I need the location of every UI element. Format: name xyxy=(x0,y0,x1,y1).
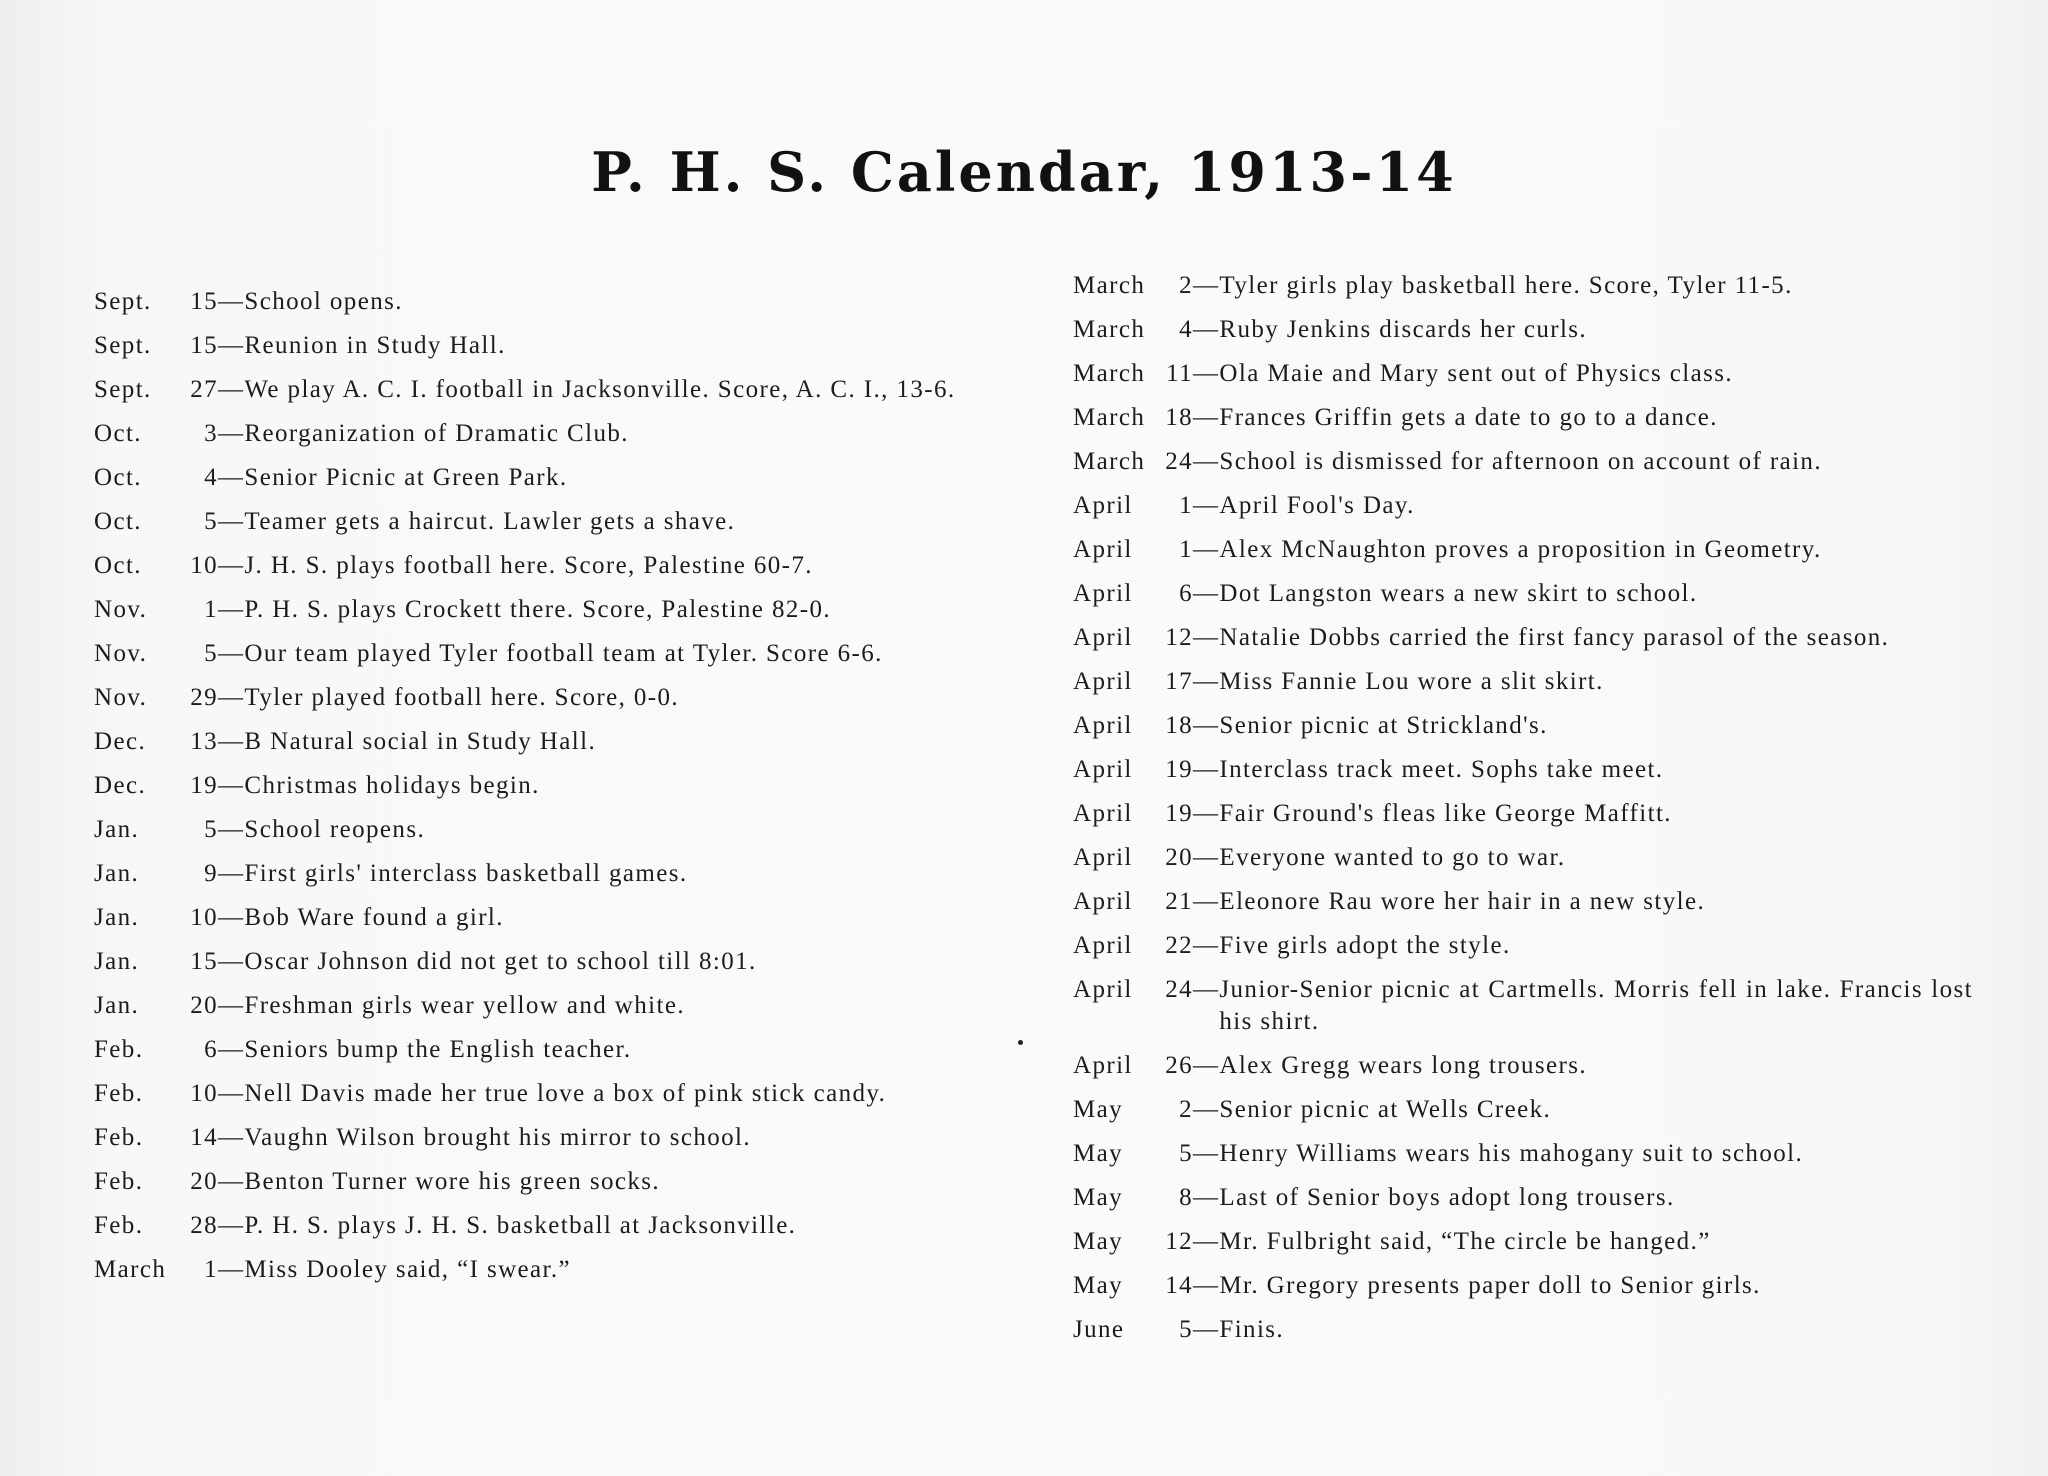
calendar-entry xyxy=(1073,886,1973,918)
em-dash: — xyxy=(1193,1228,1220,1255)
entry-month: March xyxy=(1073,360,1146,387)
entry-text: Henry Williams wears his mahogany suit to school. xyxy=(1219,1140,1804,1167)
em-dash: — xyxy=(1193,1052,1220,1079)
em-dash: — xyxy=(218,1124,245,1151)
entry-day: 5 xyxy=(204,816,218,843)
entry-day: 21 xyxy=(1165,888,1193,915)
entry-month: June xyxy=(1073,1316,1125,1343)
calendar-entry xyxy=(1073,1094,1973,1126)
entry-day: 24 xyxy=(1165,976,1193,1003)
em-dash: — xyxy=(218,640,245,667)
entry-month: Jan. xyxy=(94,816,140,843)
entry-text: Reorganization of Dramatic Club. xyxy=(244,420,629,447)
entry-day: 24 xyxy=(1165,448,1193,475)
em-dash: — xyxy=(1193,1316,1220,1343)
entry-month: April xyxy=(1073,1052,1133,1079)
entry-text: Frances Griffin gets a date to go to a dance. xyxy=(1219,404,1718,431)
calendar-entry xyxy=(94,1254,974,1286)
entry-month: April xyxy=(1073,756,1133,783)
entry-month: April xyxy=(1073,800,1133,827)
entry-day: 1 xyxy=(1179,492,1193,519)
entry-text: Nell Davis made her true love a box of pink stick candy. xyxy=(244,1080,887,1107)
entry-day: 14 xyxy=(190,1124,218,1151)
calendar-entry xyxy=(1073,314,1973,346)
entry-text: Eleonore Rau wore her hair in a new style. xyxy=(1219,888,1706,915)
em-dash: — xyxy=(218,860,245,887)
calendar-entry xyxy=(1073,710,1973,742)
entry-month: April xyxy=(1073,712,1133,739)
entry-month: Nov. xyxy=(94,684,148,711)
em-dash: — xyxy=(1193,756,1220,783)
entry-text: J. H. S. plays football here. Score, Palestine 60-7. xyxy=(244,552,813,579)
em-dash: — xyxy=(218,728,245,755)
calendar-entry xyxy=(1073,578,1973,610)
entry-body xyxy=(1193,1094,1973,1126)
calendar-entry xyxy=(94,418,974,450)
entry-body xyxy=(1193,1182,1973,1214)
entry-body xyxy=(1193,270,1973,302)
calendar-entry xyxy=(1073,358,1973,390)
entry-text: Senior picnic at Wells Creek. xyxy=(1219,1096,1552,1123)
entry-body xyxy=(218,374,974,406)
entry-month: Oct. xyxy=(94,420,142,447)
entry-body xyxy=(1193,930,1973,962)
entry-text: Oscar Johnson did not get to school till 8:01. xyxy=(244,948,757,975)
em-dash: — xyxy=(1193,668,1220,695)
entry-body xyxy=(1193,754,1973,786)
em-dash: — xyxy=(1193,536,1220,563)
entry-day: 5 xyxy=(1179,1140,1193,1167)
entry-day: 2 xyxy=(1179,1096,1193,1123)
em-dash: — xyxy=(1193,624,1220,651)
entry-day: 27 xyxy=(190,376,218,403)
entry-body xyxy=(218,330,974,362)
entry-day: 8 xyxy=(1179,1184,1193,1211)
em-dash: — xyxy=(1193,492,1220,519)
calendar-entry xyxy=(94,814,974,846)
entry-text: Teamer gets a haircut. Lawler gets a shave. xyxy=(244,508,736,535)
entry-day: 1 xyxy=(204,1256,218,1283)
em-dash: — xyxy=(218,772,245,799)
entry-body xyxy=(1193,534,1973,566)
entry-day: 26 xyxy=(1165,1052,1193,1079)
entry-text: School is dismissed for afternoon on account of rain. xyxy=(1219,448,1822,475)
entry-day: 17 xyxy=(1165,668,1193,695)
em-dash: — xyxy=(1193,1096,1220,1123)
entry-text: School reopens. xyxy=(244,816,426,843)
entry-month: Oct. xyxy=(94,464,142,491)
entry-month: Jan. xyxy=(94,992,140,1019)
entry-day: 12 xyxy=(1165,624,1193,651)
entry-day: 10 xyxy=(190,552,218,579)
calendar-entry xyxy=(94,770,974,802)
entry-text: Reunion in Study Hall. xyxy=(244,332,506,359)
em-dash: — xyxy=(1193,888,1220,915)
entry-text: April Fool's Day. xyxy=(1219,492,1415,519)
em-dash: — xyxy=(1193,932,1220,959)
calendar-entry xyxy=(94,726,974,758)
entry-text: Senior picnic at Strickland's. xyxy=(1219,712,1548,739)
calendar-entry xyxy=(94,330,974,362)
em-dash: — xyxy=(218,508,245,535)
entry-month: March xyxy=(1073,272,1146,299)
entry-month: April xyxy=(1073,536,1133,563)
entry-month: Sept. xyxy=(94,332,152,359)
entry-day: 15 xyxy=(190,288,218,315)
entry-body xyxy=(1193,1138,1973,1170)
entry-body xyxy=(218,286,974,318)
calendar-entry xyxy=(94,462,974,494)
calendar-column-left xyxy=(94,286,974,1298)
calendar-entry xyxy=(94,1122,974,1154)
em-dash: — xyxy=(218,288,245,315)
entry-day: 20 xyxy=(190,992,218,1019)
em-dash: — xyxy=(1193,844,1220,871)
em-dash: — xyxy=(218,1212,245,1239)
calendar-entry xyxy=(94,1166,974,1198)
entry-day: 19 xyxy=(1165,756,1193,783)
entry-month: Feb. xyxy=(94,1036,144,1063)
entry-month: April xyxy=(1073,888,1133,915)
calendar-entry xyxy=(94,286,974,318)
entry-month: Oct. xyxy=(94,552,142,579)
calendar-entry xyxy=(94,594,974,626)
calendar-entry xyxy=(1073,1050,1973,1082)
calendar-entry xyxy=(1073,666,1973,698)
entry-text: Christmas holidays begin. xyxy=(244,772,540,799)
calendar-entry xyxy=(94,946,974,978)
entry-day: 20 xyxy=(1165,844,1193,871)
entry-day: 22 xyxy=(1165,932,1193,959)
entry-day: 5 xyxy=(204,508,218,535)
entry-body xyxy=(218,1034,974,1066)
entry-text: Bob Ware found a girl. xyxy=(244,904,504,931)
calendar-entry xyxy=(1073,402,1973,434)
entry-month: Feb. xyxy=(94,1212,144,1239)
calendar-entry xyxy=(1073,1138,1973,1170)
entry-text: Natalie Dobbs carried the first fancy parasol of the season. xyxy=(1219,624,1890,651)
calendar-entry xyxy=(1073,842,1973,874)
em-dash: — xyxy=(218,684,245,711)
em-dash: — xyxy=(218,1168,245,1195)
em-dash: — xyxy=(1193,1140,1220,1167)
em-dash: — xyxy=(1193,712,1220,739)
entry-day: 10 xyxy=(190,1080,218,1107)
calendar-entry xyxy=(1073,1182,1973,1214)
entry-body xyxy=(218,990,974,1022)
entry-text: We play A. C. I. football in Jacksonville. Score, A. C. I., 13-6. xyxy=(244,376,956,403)
entry-text: Ola Maie and Mary sent out of Physics class. xyxy=(1219,360,1734,387)
entry-text: Vaughn Wilson brought his mirror to school. xyxy=(244,1124,752,1151)
entry-day: 12 xyxy=(1165,1228,1193,1255)
em-dash: — xyxy=(218,596,245,623)
entry-body xyxy=(218,1254,974,1286)
entry-month: Nov. xyxy=(94,640,148,667)
em-dash: — xyxy=(218,904,245,931)
entry-text: P. H. S. plays J. H. S. basketball at Jacksonville. xyxy=(244,1212,797,1239)
calendar-entry xyxy=(1073,1314,1973,1346)
entry-month: April xyxy=(1073,492,1133,519)
entry-day: 14 xyxy=(1165,1272,1193,1299)
entry-month: Dec. xyxy=(94,772,147,799)
entry-body xyxy=(1193,402,1973,434)
em-dash: — xyxy=(218,420,245,447)
entry-month: Jan. xyxy=(94,860,140,887)
entry-month: May xyxy=(1073,1184,1124,1211)
calendar-entry xyxy=(1073,1270,1973,1302)
entry-month: Dec. xyxy=(94,728,147,755)
entry-text: Miss Dooley said, “I swear.” xyxy=(244,1256,572,1283)
entry-text: Alex Gregg wears long trousers. xyxy=(1219,1052,1588,1079)
entry-body xyxy=(1193,798,1973,830)
em-dash: — xyxy=(1193,1272,1220,1299)
entry-body xyxy=(218,506,974,538)
entry-body xyxy=(218,682,974,714)
entry-text: Finis. xyxy=(1219,1316,1285,1343)
entry-day: 28 xyxy=(190,1212,218,1239)
entry-month: April xyxy=(1073,976,1133,1003)
entry-day: 6 xyxy=(1179,580,1193,607)
entry-month: March xyxy=(1073,448,1146,475)
calendar-entry xyxy=(1073,930,1973,962)
calendar-entry xyxy=(1073,754,1973,786)
entry-body xyxy=(1193,1270,1973,1302)
entry-month: May xyxy=(1073,1272,1124,1299)
entry-month: April xyxy=(1073,624,1133,651)
entry-month: March xyxy=(94,1256,167,1283)
entry-text: School opens. xyxy=(244,288,403,315)
entry-body xyxy=(1193,886,1973,918)
calendar-entry xyxy=(1073,974,1973,1038)
em-dash: — xyxy=(1193,272,1220,299)
entry-body xyxy=(1193,490,1973,522)
entry-month: March xyxy=(1073,316,1146,343)
entry-body xyxy=(218,594,974,626)
entry-day: 20 xyxy=(190,1168,218,1195)
entry-day: 5 xyxy=(1179,1316,1193,1343)
entry-month: Feb. xyxy=(94,1168,144,1195)
em-dash: — xyxy=(218,464,245,491)
entry-body xyxy=(218,814,974,846)
entry-month: Feb. xyxy=(94,1124,144,1151)
em-dash: — xyxy=(1193,316,1220,343)
calendar-entry xyxy=(94,990,974,1022)
entry-body xyxy=(218,1210,974,1242)
entry-text: Junior-Senior picnic at Cartmells. Morris fell in lake. Francis lost his shirt. xyxy=(1219,976,1973,1035)
em-dash: — xyxy=(218,816,245,843)
entry-body xyxy=(1193,1050,1973,1082)
em-dash: — xyxy=(1193,404,1220,431)
entry-body xyxy=(218,770,974,802)
entry-body xyxy=(218,946,974,978)
em-dash: — xyxy=(218,1036,245,1063)
entry-text: P. H. S. plays Crockett there. Score, Palestine 82-0. xyxy=(244,596,832,623)
entry-day: 15 xyxy=(190,332,218,359)
em-dash: — xyxy=(218,376,245,403)
em-dash: — xyxy=(1193,360,1220,387)
entry-text: Freshman girls wear yellow and white. xyxy=(244,992,685,1019)
entry-text: Alex McNaughton proves a proposition in Geometry. xyxy=(1219,536,1822,563)
entry-text: Senior Picnic at Green Park. xyxy=(244,464,568,491)
entry-month: May xyxy=(1073,1096,1124,1123)
entry-day: 2 xyxy=(1179,272,1193,299)
entry-month: March xyxy=(1073,404,1146,431)
calendar-column-right xyxy=(1073,270,1973,1358)
entry-text: First girls' interclass basketball games. xyxy=(244,860,688,887)
em-dash: — xyxy=(1193,976,1220,1003)
em-dash: — xyxy=(218,332,245,359)
entry-text: Mr. Gregory presents paper doll to Senior girls. xyxy=(1219,1272,1761,1299)
calendar-entry xyxy=(1073,490,1973,522)
calendar-entry xyxy=(1073,446,1973,478)
entry-day: 4 xyxy=(1179,316,1193,343)
entry-text: Last of Senior boys adopt long trousers. xyxy=(1219,1184,1675,1211)
entry-day: 1 xyxy=(204,596,218,623)
entry-body xyxy=(218,550,974,582)
entry-day: 18 xyxy=(1165,404,1193,431)
entry-body xyxy=(218,462,974,494)
calendar-entry xyxy=(94,638,974,670)
entry-day: 13 xyxy=(190,728,218,755)
em-dash: — xyxy=(1193,580,1220,607)
entry-day: 10 xyxy=(190,904,218,931)
entry-body xyxy=(218,1166,974,1198)
entry-day: 6 xyxy=(204,1036,218,1063)
calendar-entry xyxy=(94,506,974,538)
entry-text: Interclass track meet. Sophs take meet. xyxy=(1219,756,1664,783)
entry-body xyxy=(218,638,974,670)
calendar-entry xyxy=(94,374,974,406)
entry-body xyxy=(218,418,974,450)
entry-day: 5 xyxy=(204,640,218,667)
em-dash: — xyxy=(1193,448,1220,475)
entry-day: 15 xyxy=(190,948,218,975)
calendar-entry xyxy=(1073,798,1973,830)
entry-text: Seniors bump the English teacher. xyxy=(244,1036,632,1063)
entry-day: 9 xyxy=(204,860,218,887)
page-title: P. H. S. Calendar, 1913-14 xyxy=(591,140,1457,204)
calendar-entry xyxy=(1073,1226,1973,1258)
entry-text: Fair Ground's fleas like George Maffitt. xyxy=(1219,800,1672,827)
calendar-entry xyxy=(94,1034,974,1066)
entry-text: Everyone wanted to go to war. xyxy=(1219,844,1566,871)
entry-text: Five girls adopt the style. xyxy=(1219,932,1511,959)
entry-month: Oct. xyxy=(94,508,142,535)
ink-speck xyxy=(1018,1040,1023,1045)
calendar-entry xyxy=(94,858,974,890)
entry-body xyxy=(218,1078,974,1110)
entry-body xyxy=(1193,314,1973,346)
entry-body xyxy=(1193,1226,1973,1258)
entry-day: 1 xyxy=(1179,536,1193,563)
entry-month: May xyxy=(1073,1140,1124,1167)
entry-body xyxy=(1193,1314,1973,1346)
entry-month: Jan. xyxy=(94,904,140,931)
entry-month: Jan. xyxy=(94,948,140,975)
entry-body xyxy=(218,1122,974,1154)
calendar-entry xyxy=(1073,622,1973,654)
entry-body xyxy=(1193,666,1973,698)
calendar-entry xyxy=(1073,270,1973,302)
entry-month: Sept. xyxy=(94,288,152,315)
entry-body xyxy=(1193,842,1973,874)
entry-body xyxy=(1193,974,1973,1038)
entry-day: 19 xyxy=(1165,800,1193,827)
em-dash: — xyxy=(1193,800,1220,827)
calendar-entry xyxy=(94,682,974,714)
em-dash: — xyxy=(218,1080,245,1107)
calendar-entry xyxy=(94,1078,974,1110)
entry-text: Benton Turner wore his green socks. xyxy=(244,1168,661,1195)
entry-text: Our team played Tyler football team at Tyler. Score 6-6. xyxy=(244,640,883,667)
entry-body xyxy=(1193,622,1973,654)
entry-body xyxy=(1193,710,1973,742)
entry-text: Miss Fannie Lou wore a slit skirt. xyxy=(1219,668,1604,695)
entry-text: Mr. Fulbright said, “The circle be hanged.” xyxy=(1219,1228,1711,1255)
entry-text: B Natural social in Study Hall. xyxy=(244,728,597,755)
entry-day: 29 xyxy=(190,684,218,711)
em-dash: — xyxy=(218,992,245,1019)
calendar-entry xyxy=(94,550,974,582)
entry-body xyxy=(218,902,974,934)
entry-text: Dot Langston wears a new skirt to school. xyxy=(1219,580,1698,607)
entry-day: 4 xyxy=(204,464,218,491)
entry-text: Tyler girls play basketball here. Score, Tyler 11-5. xyxy=(1219,272,1793,299)
entry-month: April xyxy=(1073,668,1133,695)
em-dash: — xyxy=(218,948,245,975)
entry-month: April xyxy=(1073,580,1133,607)
entry-month: April xyxy=(1073,844,1133,871)
entry-body xyxy=(218,858,974,890)
entry-body xyxy=(1193,358,1973,390)
entry-day: 3 xyxy=(204,420,218,447)
entry-text: Tyler played football here. Score, 0-0. xyxy=(244,684,680,711)
entry-day: 11 xyxy=(1166,360,1193,387)
entry-day: 19 xyxy=(190,772,218,799)
entry-day: 18 xyxy=(1165,712,1193,739)
em-dash: — xyxy=(218,552,245,579)
entry-body xyxy=(1193,446,1973,478)
em-dash: — xyxy=(218,1256,245,1283)
calendar-entry xyxy=(94,1210,974,1242)
entry-month: Sept. xyxy=(94,376,152,403)
entry-month: April xyxy=(1073,932,1133,959)
entry-month: Nov. xyxy=(94,596,148,623)
em-dash: — xyxy=(1193,1184,1220,1211)
entry-month: Feb. xyxy=(94,1080,144,1107)
entry-body xyxy=(218,726,974,758)
calendar-entry xyxy=(1073,534,1973,566)
entry-text: Ruby Jenkins discards her curls. xyxy=(1219,316,1588,343)
calendar-entry xyxy=(94,902,974,934)
entry-body xyxy=(1193,578,1973,610)
entry-month: May xyxy=(1073,1228,1124,1255)
